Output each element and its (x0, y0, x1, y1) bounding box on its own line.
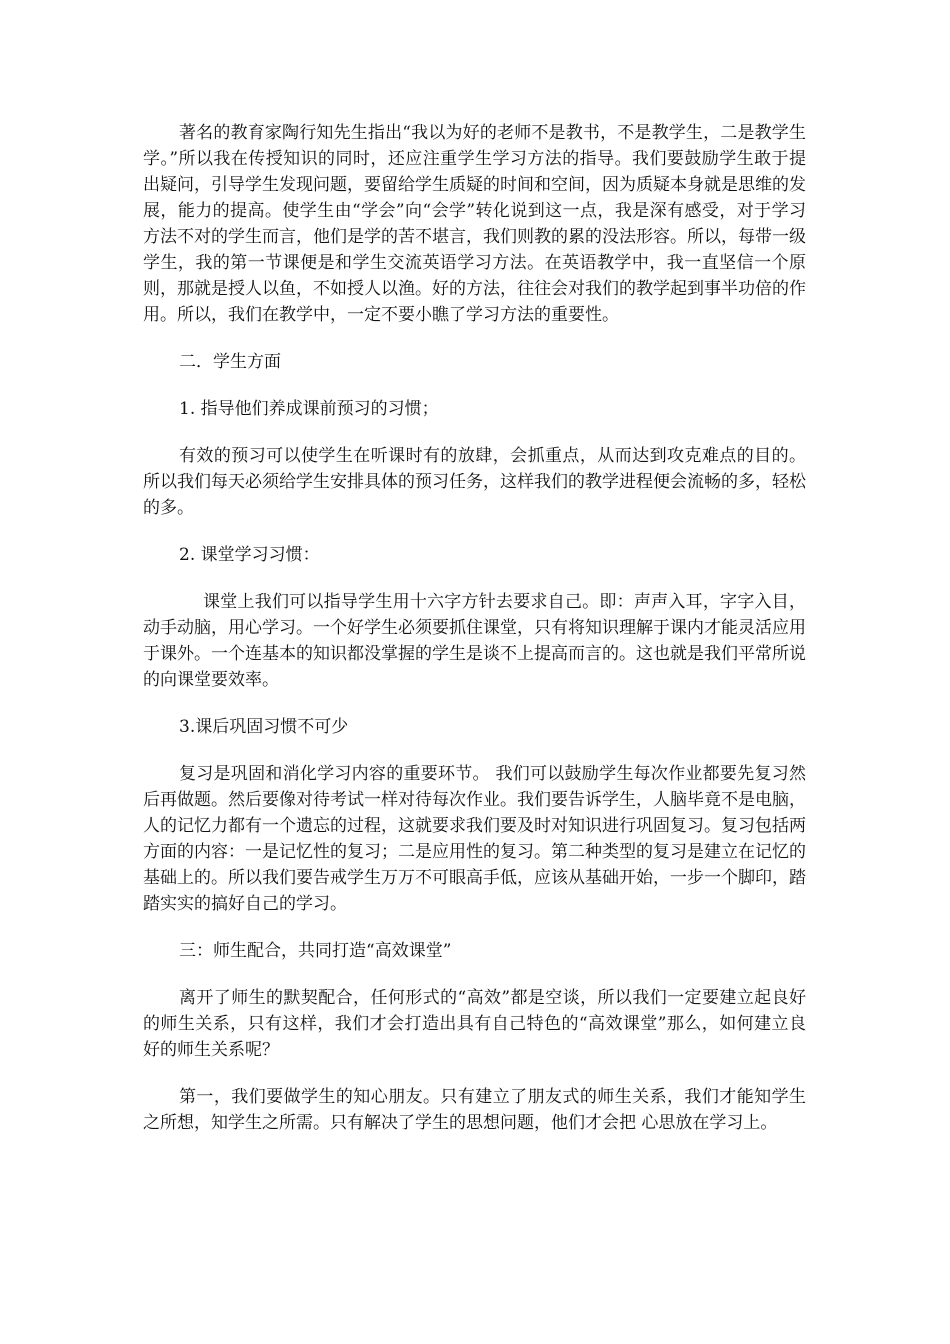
paragraph-teaching-method: 著名的教育家陶行知先生指出“我以为好的老师不是教书，不是教学生，二是教学生学。”所以我在传授知识的同时，还应注重学生学习方法的指导。我们要鼓励学生敢于提出疑问，引导学生发现问题，要留给学生质疑的时间和空间，因为质疑本身就是思维的发展，能力的提高。使学生由“学会”向“会学”转化说到这一点，我是深有感受，对于学习方法不对的学生而言，他们是学的苦不堪言，我们则教的累的没法形容。所以，每带一级学生，我的第一节课便是和学生交流英语学习方法。在英语教学中，我一直坚信一个原则，那就是授人以鱼，不如授人以渔。好的方法，往往会对我们的教学起到事半功倍的作用。所以，我们在教学中，一定不要小瞧了学习方法的重要性。 (143, 123, 806, 325)
paragraph-friendship: 第一，我们要做学生的知心朋友。只有建立了朋友式的师生关系，我们才能知学生之所想，知学生之所需。只有解决了学生的思想问题，他们才会把 心思放在学习上。 (143, 1087, 806, 1133)
paragraph-preview: 有效的预习可以使学生在听课时有的放肆，会抓重点，从而达到攻克难点的目的。所以我们每天必须给学生安排具体的预习任务，这样我们的教学进程便会流畅的多，轻松的多。 (143, 446, 806, 518)
heading-review-habit: 3.课后巩固习惯不可少 (179, 717, 349, 737)
heading-teacher-student: 三：师生配合，共同打造“高效课堂” (179, 941, 452, 961)
heading-preview-habit: 1. 指导他们养成课前预习的习惯； (179, 399, 439, 419)
document-page (143, 120, 806, 1157)
paragraph-review: 复习是巩固和消化学习内容的重要环节。 我们可以鼓励学生每次作业都要先复习然后再做题。然后要像对待考试一样对待每次作业。我们要告诉学生，人脑毕竟不是电脑，人的记忆力都有一个遗忘的过程，这就要求我们要及时对知识进行巩固复习。复习包括两方面的内容：一是记忆性的复习；二是应用性的复习。第二种类型的复习是建立在记忆的基础上的。所以我们要告戒学生万万不可眼高手低，应该从基础开始，一步一个脚印，踏踏实实的搞好自己的学习。 (143, 764, 806, 914)
paragraph-cooperation: 离开了师生的默契配合，任何形式的“高效”都是空谈，所以我们一定要建立起良好的师生关系，只有这样，我们才会打造出具有自己特色的“高效课堂”那么，如何建立良好的师生关系呢？ (143, 988, 806, 1060)
paragraph-classroom: 课堂上我们可以指导学生用十六字方针去要求自己。即：声声入耳，字字入目，动手动脑，用心学习。一个好学生必须要抓住课堂，只有将知识理解于课内才能灵活应用于课外。一个连基本的知识都没掌握的学生是谈不上提高而言的。这也就是我们平常所说的向课堂要效率。 (143, 592, 806, 690)
heading-classroom-habit: 2. 课堂学习习惯： (179, 545, 320, 565)
heading-student-aspect: 二．学生方面 (179, 352, 281, 372)
